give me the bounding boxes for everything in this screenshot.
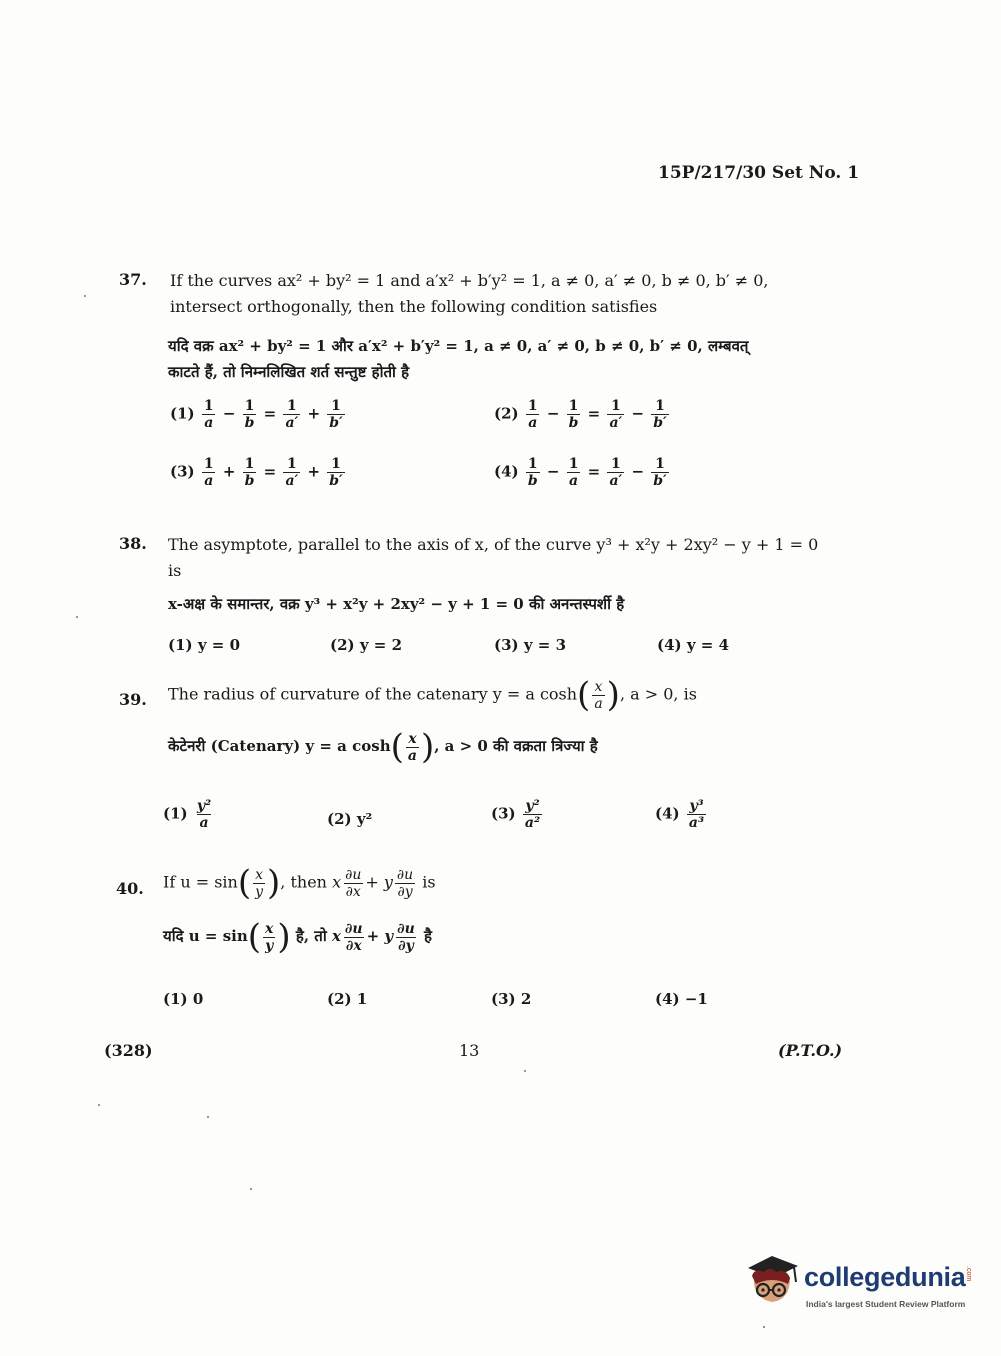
- set-number: 15P/217/30 Set No. 1: [658, 163, 860, 183]
- scan-speck: [763, 1326, 765, 1328]
- pto-label: (P.T.O.): [778, 1041, 843, 1060]
- question-40-hindi-c: है: [424, 927, 432, 945]
- question-40-english-a: If u = sin: [163, 872, 238, 892]
- q39-option-1[interactable]: (1) $\frac{\text{y²}}{a}$: [163, 798, 212, 831]
- page-number: 13: [459, 1041, 480, 1060]
- q40-option-3[interactable]: (3) 2: [491, 990, 532, 1008]
- question-39-english: The radius of curvature of the catenary y = a cosh( $\frac{x}{a}$ ), a > 0, is: [168, 675, 697, 715]
- option-label: (1): [163, 804, 188, 823]
- collegedunia-logo: [742, 1250, 982, 1320]
- scan-speck: [98, 1104, 100, 1106]
- q38-option-2[interactable]: (2) y = 2: [330, 636, 403, 654]
- q39-option-4[interactable]: (4) $\frac{\text{y³}}{\text{a³}}$: [655, 798, 705, 831]
- logo-com: .com: [965, 1266, 972, 1282]
- logo-wordmark: collegedunia: [804, 1262, 966, 1292]
- question-39-english-b: , a > 0, is: [619, 684, 697, 704]
- option-label: (2): [494, 404, 519, 423]
- question-37-english: [170, 268, 860, 320]
- option-label: (4): [655, 804, 680, 823]
- question-38-english-line2: is: [168, 561, 182, 580]
- question-40-english-c: is: [422, 872, 436, 892]
- scan-speck: [524, 1070, 526, 1072]
- option-label: (3): [491, 804, 516, 823]
- question-38-hindi: x-अक्ष के समान्तर, वक्र y³ + x²y + 2xy² − y + 1 = 0 की अनन्तस्पर्शी है: [168, 595, 625, 613]
- q37-option-2[interactable]: (2) $\frac{1}{a}$ − $\frac{1}{b}$ = $\frac{1}{a'}$ − $\frac{1}{b'}$: [494, 398, 667, 431]
- q38-option-4[interactable]: (4) y = 4: [657, 636, 730, 654]
- question-39-number: 39.: [119, 690, 147, 709]
- scan-speck: [76, 616, 78, 618]
- q37-option-3[interactable]: (3) $\frac{1}{a}$ + $\frac{1}{b}$ = $\frac{1}{a'}$ + $\frac{1}{b'}$: [170, 456, 343, 489]
- question-37-number: 37.: [119, 270, 147, 289]
- option-label: (3): [170, 462, 195, 481]
- q37-option-4[interactable]: (4) $\frac{1}{b}$ − $\frac{1}{a}$ = $\frac{1}{a'}$ − $\frac{1}{b'}$: [494, 456, 667, 489]
- question-39-hindi-b: , a > 0 की वक्रता त्रिज्या है: [434, 737, 598, 755]
- scan-speck: [84, 295, 86, 297]
- question-37-english-line2: intersect orthogonally, then the following condition satisfies: [170, 297, 658, 316]
- question-40-number: 40.: [116, 879, 144, 898]
- question-40-english-b: then: [290, 872, 327, 892]
- option-label: (1): [170, 404, 195, 423]
- question-38-english: [168, 532, 858, 584]
- question-40-hindi: यदि u = sin( $\frac{x}{y}$ ) है, तो x $\frac{\partial u}{\partial x}$ + y $\frac{\partial u}{\partial y}$ है: [163, 917, 432, 957]
- scan-speck: [207, 1116, 209, 1118]
- q38-option-3[interactable]: (3) y = 3: [494, 636, 567, 654]
- booklet-code: (328): [104, 1041, 153, 1060]
- logo-tagline: India's largest Student Review Platform: [806, 1299, 966, 1309]
- question-38-english-line1: The asymptote, parallel to the axis of x, of the curve y³ + x²y + 2xy² − y + 1 = 0: [168, 535, 819, 554]
- scan-speck: [250, 1188, 252, 1190]
- question-40-hindi-b: है, तो: [295, 927, 327, 945]
- question-39-hindi-a: केटेनरी (Catenary) y = a cosh: [168, 737, 391, 755]
- question-37-english-line1: If the curves ax² + by² = 1 and a′x² + b′y² = 1, a ≠ 0, a′ ≠ 0, b ≠ 0, b′ ≠ 0,: [170, 271, 769, 290]
- question-37-hindi: [168, 333, 858, 385]
- question-40-english: If u = sin( $\frac{x}{y}$ ), then x $\frac{\partial u}{\partial x}$ + y $\frac{\partial u}{\partial y}$ is: [163, 863, 436, 903]
- question-39-english-a: The radius of curvature of the catenary y = a cosh: [168, 684, 578, 704]
- option-label: (4): [494, 462, 519, 481]
- question-37-hindi-line2: काटते हैं, तो निम्नलिखित शर्त सन्तुष्ट होती है: [168, 363, 410, 381]
- q37-option-1[interactable]: (1) $\frac{1}{a}$ − $\frac{1}{b}$ = $\frac{1}{a'}$ + $\frac{1}{b'}$: [170, 398, 343, 431]
- q40-option-1[interactable]: (1) 0: [163, 990, 204, 1008]
- question-38-number: 38.: [119, 534, 147, 553]
- question-37-hindi-line1: यदि वक्र ax² + by² = 1 और a′x² + b′y² = 1, a ≠ 0, a′ ≠ 0, b ≠ 0, b′ ≠ 0, लम्बवत्: [168, 337, 749, 355]
- q39-option-3[interactable]: (3) $\frac{\text{y²}}{\text{a²}}$: [491, 798, 541, 831]
- question-39-hindi: केटेनरी (Catenary) y = a cosh( $\frac{x}{a}$ ), a > 0 की वक्रता त्रिज्या है: [168, 727, 598, 767]
- question-40-hindi-a: यदि u = sin: [163, 927, 248, 945]
- q40-option-4[interactable]: (4) −1: [655, 990, 708, 1008]
- q39-option-2[interactable]: (2) y²: [327, 810, 373, 828]
- q40-option-2[interactable]: (2) 1: [327, 990, 368, 1008]
- q38-option-1[interactable]: (1) y = 0: [168, 636, 241, 654]
- mascot-icon: [742, 1250, 802, 1312]
